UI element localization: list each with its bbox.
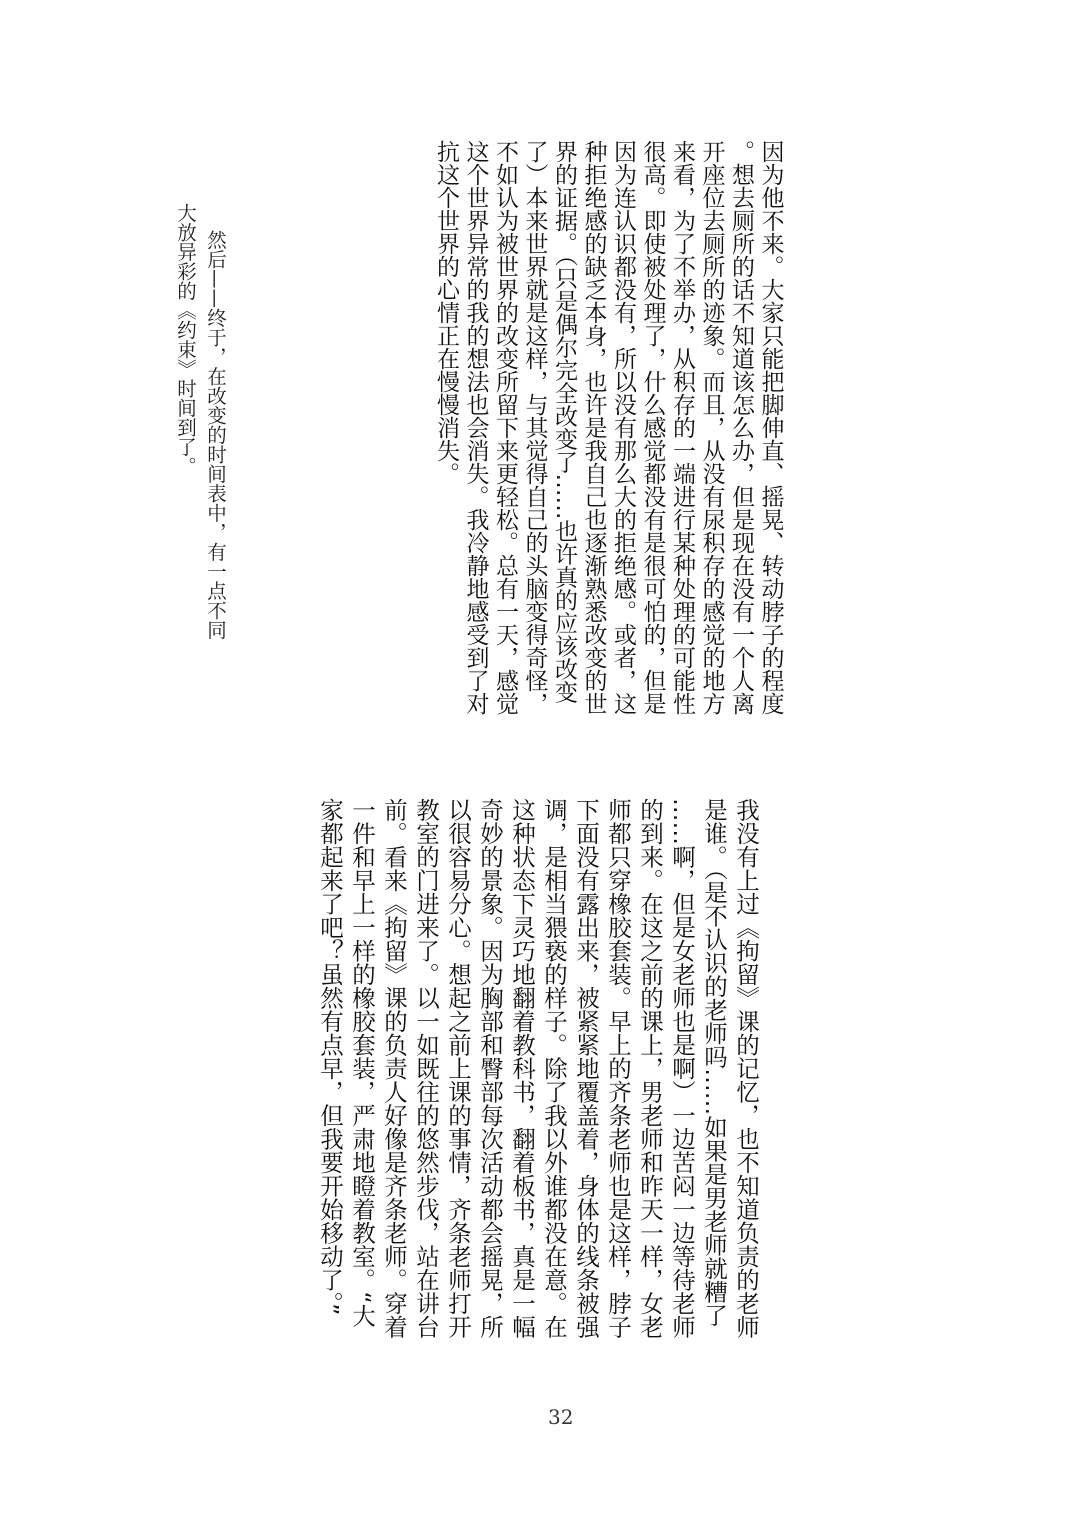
text-column: 以很容易分心。想起之前上课的事情，齐条老师打开 bbox=[444, 798, 472, 1339]
text-column: 家都起来了吧？虽然有点早，但我要开始移动了。” bbox=[316, 798, 344, 1316]
text-column: 界的证据。（只是偶尔完全改变了……也许真的应该改变 bbox=[551, 140, 577, 704]
text-column: 因为他不来。大家只能把脚伸直、摇晃、转动脖子的程度 bbox=[757, 140, 784, 715]
text-column: 前。看来《拘留》课的负责人好像是齐条老师。穿着 bbox=[380, 798, 408, 1339]
text-column: 下面没有露出来，被紧紧地覆盖着，身体的线条被强 bbox=[572, 798, 600, 1339]
text-column: 因为连认识都没有，所以没有那么大的拒绝感。或者，这 bbox=[610, 140, 636, 715]
text-column: 我没有上过《拘留》课的记忆，也不知道负责的老师 bbox=[732, 798, 760, 1339]
text-column: 不如认为被世界的改变所留下来更轻松。总有一天，感觉 bbox=[492, 140, 518, 715]
text-column: 这个世界异常的我的想法也会消失。我冷静地感受到了对 bbox=[462, 140, 489, 715]
text-column: 很高。即使被处理了，什么感觉都没有是很可怕的，但是 bbox=[639, 140, 666, 715]
text-column: 然后——终于，在改变的时间表中，有一点不同 bbox=[204, 230, 227, 640]
text-column: ……啊，但是女老师也是啊）一边苦闷一边等待老师 bbox=[668, 798, 696, 1339]
text-column: 师都只穿橡胶套装。早上的齐条老师也是这样，脖子 bbox=[604, 798, 632, 1339]
text-column: 。想去厕所的话不知道该怎么办，但是现在没有一个人离 bbox=[728, 140, 754, 715]
text-column: 开座位去厕所的迹象。而且，从没有尿积存的感觉的地方 bbox=[698, 140, 725, 715]
text-column: 种拒绝感的缺乏本身，也许是我自己也逐渐熟悉改变的世 bbox=[580, 140, 607, 715]
text-column: 调，是相当猥亵的样子。除了我以外谁都没在意。在 bbox=[540, 798, 568, 1339]
text-column: 一件和早上一样的橡胶套装，严肃地瞪着教室。“大 bbox=[348, 798, 376, 1328]
text-column: 来看，为了不举办，从积存的一端进行某种处理的可能性 bbox=[669, 140, 695, 715]
text-column: 的到来。在这之前的课上，男老师和昨天一样，女老 bbox=[636, 798, 664, 1339]
text-column: 是谁。（是不认识的老师吗……如果是男老师就糟了 bbox=[700, 798, 728, 1327]
text-column: 大放异彩的《约束》时间到了。 bbox=[174, 203, 197, 476]
text-column: 这种状态下灵巧地翻着教科书，翻着板书，真是一幅 bbox=[508, 798, 536, 1339]
text-column: 教室的门进来了。以一如既往的悠然步伐，站在讲台 bbox=[412, 798, 440, 1339]
text-column: 奇妙的景象。因为胸部和臀部每次活动都会摇晃，所 bbox=[476, 798, 504, 1339]
text-column: 抗这个世界的心情正在慢慢消失。 bbox=[433, 140, 459, 485]
page-number: 32 bbox=[548, 1405, 574, 1429]
text-column: 了）本来世界就是这样，与其觉得自己的头脑变得奇怪， bbox=[521, 140, 548, 715]
